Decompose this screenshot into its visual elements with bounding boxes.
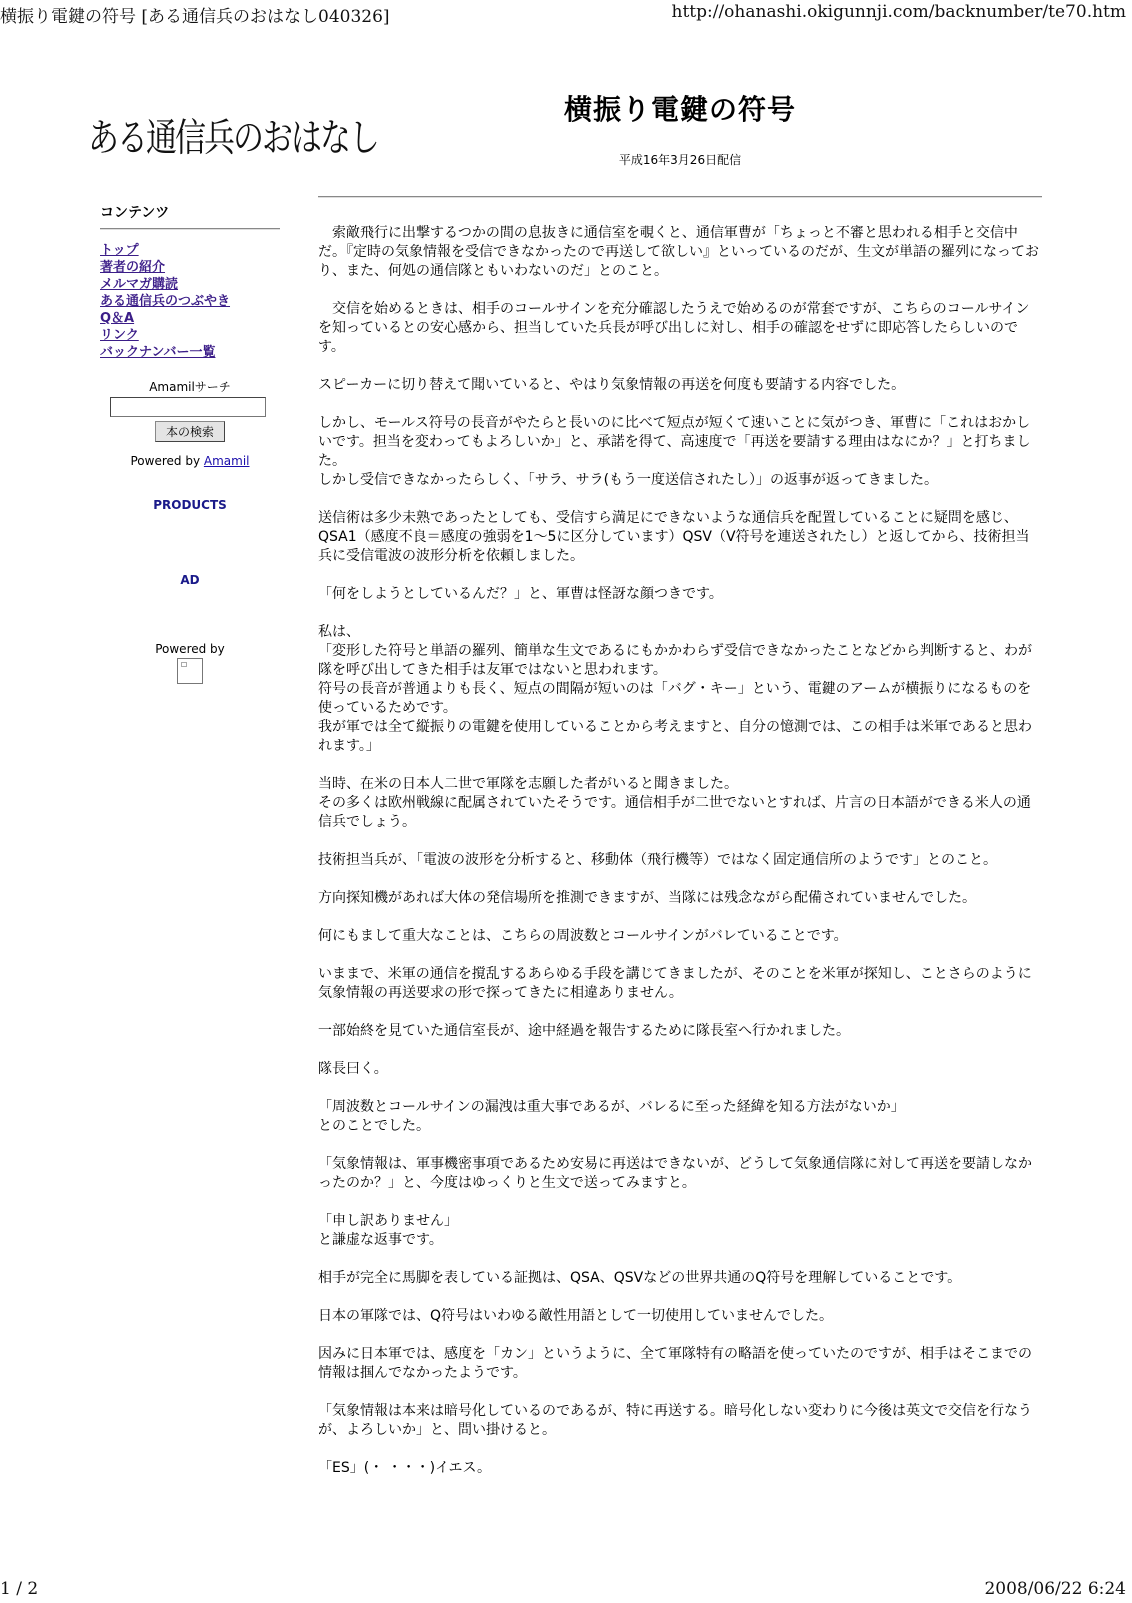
- paragraph-line: 索敵飛行に出撃するつかの間の息抜きに通信室を覗くと、通信軍曹が「ちょっと不審と思われる相手と交信中だ。『定時の気象情報を受信できなかったので再送して欲しい』といっているのだが、生文が単語の羅列になっており、また、何処の通信隊ともいわないのだ」とのこと。: [318, 225, 1039, 279]
- paragraph-line: 「ES」(・ ・・・)イエス。: [318, 1460, 491, 1476]
- nav-link-qa[interactable]: Q＆A: [100, 311, 135, 326]
- search-label: Amamilサーチ: [149, 380, 231, 394]
- paragraph-line: 技術担当兵が、「電波の波形を分析すると、移動体（飛行機等）ではなく固定通信所のようです」とのこと。: [318, 852, 997, 868]
- article-paragraph: [318, 376, 1040, 395]
- article-paragraph: [318, 1402, 1040, 1440]
- ad-label: AD: [180, 573, 200, 587]
- article-paragraph: [318, 1060, 1040, 1079]
- paragraph-line: 送信術は多少未熟であったとしても、受信すら満足にできないような通信兵を配置していることに疑問を感じ、QSA1（感度不良＝感度の強弱を1～5に区分しています）QSV（V符号を連送されたし）と返してから、技術担当兵に受信電波の波形分析を依頼しました。: [318, 510, 1030, 564]
- page-number: 1 / 2: [0, 1579, 39, 1599]
- paragraph-line: 隊長曰く。: [318, 1061, 388, 1077]
- sidebar: [100, 202, 280, 656]
- paragraph-line: 「申し訳ありません」: [318, 1213, 458, 1229]
- article-paragraph: [318, 775, 1040, 832]
- paragraph-line: 方向探知機があれば大体の発信場所を推測できますが、当隊には残念ながら配備されていませんでした。: [318, 890, 976, 906]
- nav-link-author[interactable]: 著者の紹介: [100, 260, 166, 275]
- article-paragraph: [318, 585, 1040, 604]
- paragraph-line: 当時、在米の日本人二世で軍隊を志願した者がいると聞きました。: [318, 776, 738, 792]
- contents-heading: コンテンツ: [100, 205, 170, 221]
- paragraph-line: 「何をしようとしているんだ？」と、軍曹は怪訝な顔つきです。: [318, 586, 723, 602]
- nav-link-backnumbers[interactable]: バックナンバー一覧: [100, 345, 216, 360]
- article-paragraph: [318, 1212, 1040, 1250]
- nav-link-top[interactable]: トップ: [100, 243, 139, 258]
- article-paragraph: [318, 851, 1040, 870]
- powered-by-label: Powered by: [130, 454, 201, 468]
- article-paragraph: [318, 509, 1040, 566]
- paragraph-line: 交信を始めるときは、相手のコールサインを充分確認したうえで始めるのが常套ですが、こちらのコールサインを知っているとの安心感から、担当していた兵長が呼び出しに対し、相手の確認をせずに即応答したらしいのです。: [318, 301, 1030, 355]
- paragraph-line: 「周波数とコールサインの漏洩は重大事であるが、バレるに至った経緯を知る方法がないか」: [318, 1099, 905, 1115]
- article-paragraph: [318, 414, 1040, 490]
- sidebar-divider: [100, 228, 280, 230]
- paragraph-line: 「気象情報は、軍事機密事項であるため安易に再送はできないが、どうして気象通信隊に対して再送を要請しなかったのか？」と、今度はゆっくりと生文で送ってみますと。: [318, 1156, 1032, 1191]
- article-paragraph: [318, 1269, 1040, 1288]
- paragraph-line: 何にもまして重大なことは、こちらの周波数とコールサインがバレていることです。: [318, 928, 848, 944]
- article-paragraph: [318, 1345, 1040, 1383]
- site-logo[interactable]: ある通信兵のおはなし: [88, 116, 378, 161]
- paragraph-line: 日本の軍隊では、Q符号はいわゆる敵性用語として一切使用していませんでした。: [318, 1308, 834, 1324]
- search-button[interactable]: 本の検索: [155, 421, 225, 442]
- article-paragraph: [318, 1022, 1040, 1041]
- print-timestamp: 2008/06/22 6:24: [984, 1579, 1126, 1599]
- nav-link-links[interactable]: リンク: [100, 328, 139, 343]
- paragraph-line: と謙虚な返事です。: [318, 1232, 443, 1248]
- print-footer: [0, 1579, 1132, 1601]
- paragraph-line: スピーカーに切り替えて聞いていると、やはり気象情報の再送を何度も要請する内容でした。: [318, 377, 906, 393]
- paragraph-line: 私は、: [318, 624, 360, 640]
- paragraph-line: 因みに日本軍では、感度を「カン」というように、全て軍隊特有の略語を使っていたのですが、相手はそこまでの情報は掴んでなかったようです。: [318, 1346, 1032, 1381]
- paragraph-line: とのことでした。: [318, 1118, 430, 1134]
- print-header-title: 横振り電鍵の符号 [ある通信兵のおはなし040326]: [0, 7, 390, 27]
- broken-image-icon[interactable]: [177, 658, 203, 684]
- article-paragraph: [318, 1459, 1040, 1478]
- paragraph-line: 我が軍では全て縦振りの電鍵を使用していることから考えますと、自分の憶測では、この相手は米軍であると思われます。」: [318, 719, 1032, 754]
- powered-by-block: [100, 642, 280, 684]
- page-title: 横振り電鍵の符号: [563, 93, 796, 126]
- article-paragraph: [318, 1155, 1040, 1193]
- paragraph-line: その多くは欧州戦線に配属されていたそうです。通信相手が二世でないとすれば、片言の日本語ができる米人の通信兵でしょう。: [318, 795, 1031, 830]
- article-paragraph: [318, 224, 1040, 281]
- paragraph-line: 相手が完全に馬脚を表している証拠は、QSA、QSVなどの世界共通のQ符号を理解していることです。: [318, 1270, 962, 1286]
- nav-link-subscribe[interactable]: メルマガ購読: [100, 277, 179, 292]
- paragraph-line: しかし、モールス符号の長音がやたらと長いのに比べて短点が短くて速いことに気がつき、軍曹に「これはおかしいです。担当を変わってもよろしいか」と、承諾を得て、高速度で「再送を要請する理由はなにか？」と打ちました。: [318, 415, 1031, 469]
- book-search: [100, 378, 280, 468]
- search-input[interactable]: [110, 397, 266, 417]
- nav-link-murmurs[interactable]: ある通信兵のつぶやき: [100, 294, 231, 309]
- article-paragraph: [318, 623, 1040, 756]
- paragraph-line: 符号の長音が普通よりも長く、短点の間隔が短いのは「バグ・キー」という、電鍵のアームが横振りになるものを使っているためです。: [318, 681, 1032, 716]
- article-paragraph: [318, 300, 1040, 357]
- print-header: [0, 2, 1132, 27]
- article-paragraph: [318, 927, 1040, 946]
- paragraph-line: いままで、米軍の通信を撹乱するあらゆる手段を講じてきましたが、そのことを米軍が探知し、ことさらのように気象情報の再送要求の形で探ってきたに相違ありません。: [318, 966, 1032, 1001]
- header-divider: [318, 196, 1042, 198]
- powered-by-line: [100, 454, 280, 468]
- article-paragraph: [318, 1307, 1040, 1326]
- print-header-url: http://ohanashi.okigunnji.com/backnumber/te70.htm: [671, 2, 1126, 22]
- products-label: PRODUCTS: [153, 498, 227, 512]
- article-paragraph: [318, 1098, 1040, 1136]
- sidebar-nav: [100, 242, 280, 361]
- article-paragraph: [318, 889, 1040, 908]
- paragraph-line: しかし受信できなかったらしく、「サラ、サラ(もう一度送信されたし）」の返事が返ってきました。: [318, 472, 939, 488]
- paragraph-line: 「変形した符号と単語の羅列、簡単な生文であるにもかかわらず受信できなかったことなどから判断すると、わが隊を呼び出してきた相手は友軍ではないと思われます。: [318, 643, 1032, 678]
- article-paragraph: [318, 965, 1040, 1003]
- publish-date: 平成16年3月26日配信: [618, 153, 742, 167]
- paragraph-line: 「気象情報は本来は暗号化しているのであるが、特に再送する。暗号化しない変わりに今後は英文で交信を行なうが、よろしいか」と、問い掛けると。: [318, 1403, 1032, 1438]
- article-body: [318, 224, 1040, 1497]
- amamil-link[interactable]: Amamil: [203, 454, 250, 468]
- powered-by-label-2: Powered by: [155, 642, 225, 656]
- paragraph-line: 一部始終を見ていた通信室長が、途中経過を報告するために隊長室へ行かれました。: [318, 1023, 850, 1039]
